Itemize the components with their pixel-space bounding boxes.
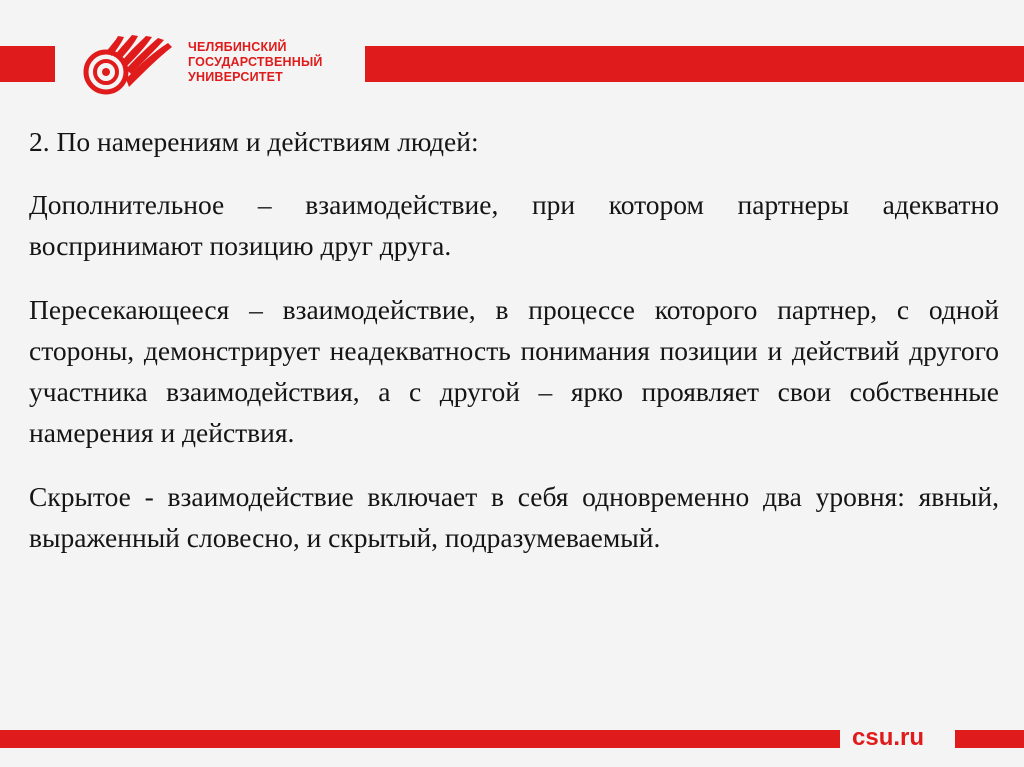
- paragraph-hidden: Скрытое - взаимодействие включает в себя одновременно два уровня: явный, выраженный словесно, и скрытый, подразумеваемый.: [29, 481, 999, 553]
- university-name: [188, 40, 363, 85]
- header-bar-right: [365, 46, 1024, 82]
- header-bar-left: [0, 46, 55, 82]
- paragraph-crossing: Пересекающееся – взаимодействие, в процессе которого партнер, с одной стороны, демонстрирует неадекватность понимания позиции и действий другого участника взаимодействия, а с другой – ярко проявляет свои собственные намерения и действия.: [29, 294, 999, 448]
- paragraph-complementary: Дополнительное – взаимодействие, при котором партнеры адекватно воспринимают позицию друг друга.: [29, 189, 999, 261]
- footer-bar-left: [0, 730, 840, 748]
- footer-site-link[interactable]: csu.ru: [852, 724, 925, 751]
- slide-content: [29, 121, 999, 581]
- university-name-line: ГОСУДАРСТВЕННЫЙ: [188, 55, 323, 69]
- footer-bar-right: [955, 730, 1024, 748]
- university-name-line: ЧЕЛЯБИНСКИЙ: [188, 40, 287, 54]
- university-name-line: УНИВЕРСИТЕТ: [188, 70, 283, 84]
- university-spiral-logo-icon: [82, 34, 174, 96]
- slide-heading: 2. По намерениям и действиям людей:: [29, 126, 479, 157]
